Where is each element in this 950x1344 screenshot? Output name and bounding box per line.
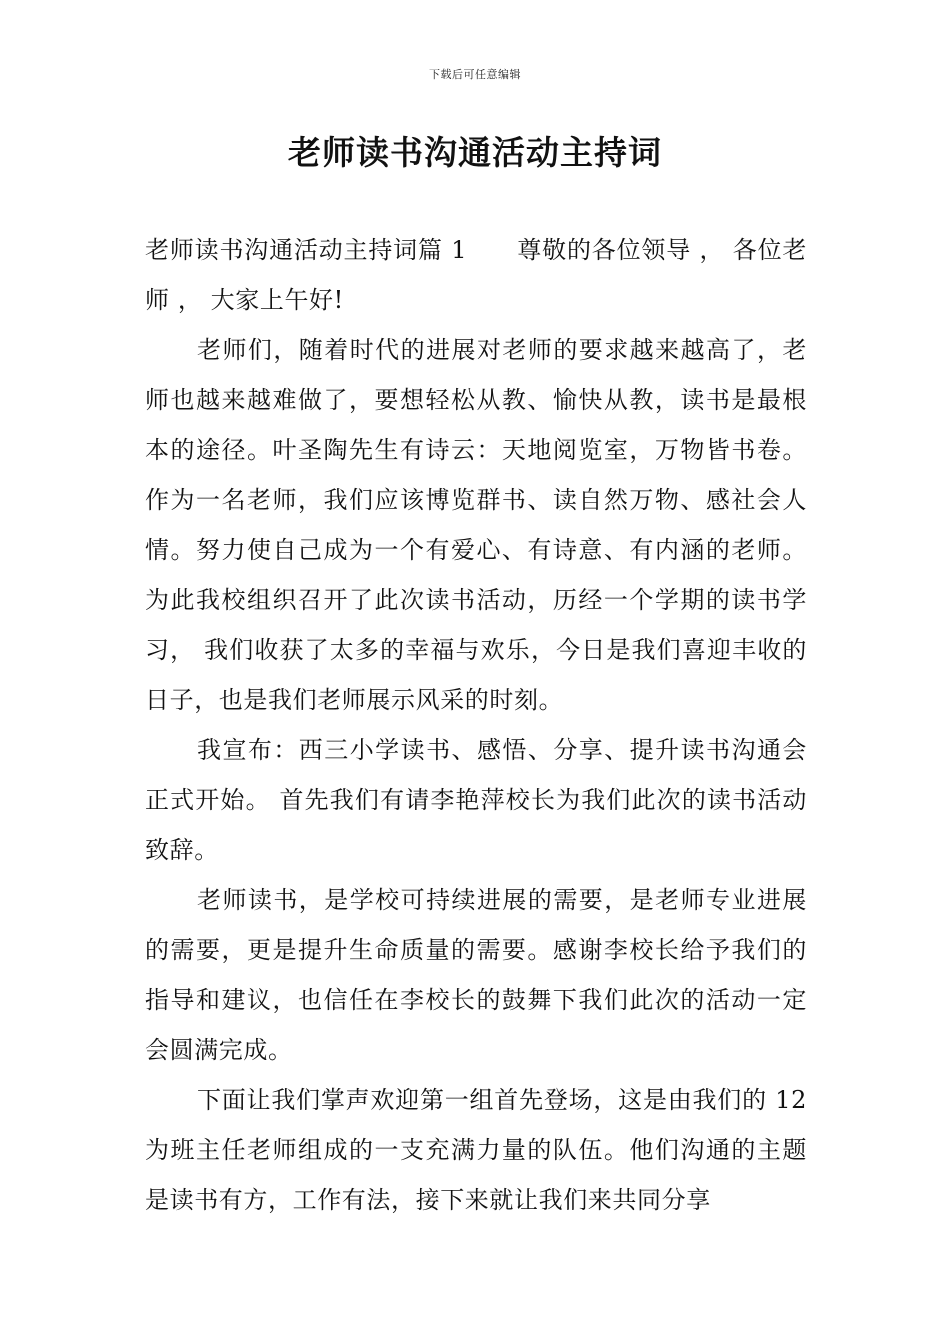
body-paragraph: 我宣布：西三小学读书、感悟、分享、提升读书沟通会正式开始。 首先我们有请李艳萍校长为我们此次的读书活动致辞。 bbox=[145, 736, 807, 864]
body-paragraph: 下面让我们掌声欢迎第一组首先登场，这是由我们的 12 为班主任老师组成的一支充满力量的队伍。他们沟通的主题是读书有方，工作有法，接下来就让我们来共同分享 bbox=[145, 1086, 807, 1214]
document-title: 老师读书沟通活动主持词 bbox=[288, 133, 662, 172]
body-paragraph: 老师读书，是学校可持续进展的需要，是老师专业进展的需要，更是提升生命质量的需要。感谢李校长给予我们的指导和建议，也信任在李校长的鼓舞下我们此次的活动一定会圆满完成。 bbox=[145, 886, 807, 1064]
header-note: 下载后可任意编辑 bbox=[429, 68, 521, 81]
intro-paragraph bbox=[145, 225, 807, 325]
section-heading: 老师读书沟通活动主持词篇 1 bbox=[145, 236, 468, 264]
document-body bbox=[145, 225, 807, 1225]
body-paragraph: 老师们，随着时代的进展对老师的要求越来越高了，老师也越来越难做了，要想轻松从教、愉快从教，读书是最根本的途径。叶圣陶先生有诗云：天地阅览室，万物皆书卷。作为一名老师，我们应该博览群书、读自然万物、感社会人情。努力使自己成为一个有爱心、有诗意、有内涵的老师。为此我校组织召开了此次读书活动，历经一个学期的读书学习， 我们收获了太多的幸福与欢乐，今日是我们喜迎丰收的日子，也是我们老师展示风采的时刻。 bbox=[145, 336, 807, 714]
greeting-text: 尊敬的各位领导 ， 各位老师 ， 大家上午好! bbox=[145, 236, 807, 314]
